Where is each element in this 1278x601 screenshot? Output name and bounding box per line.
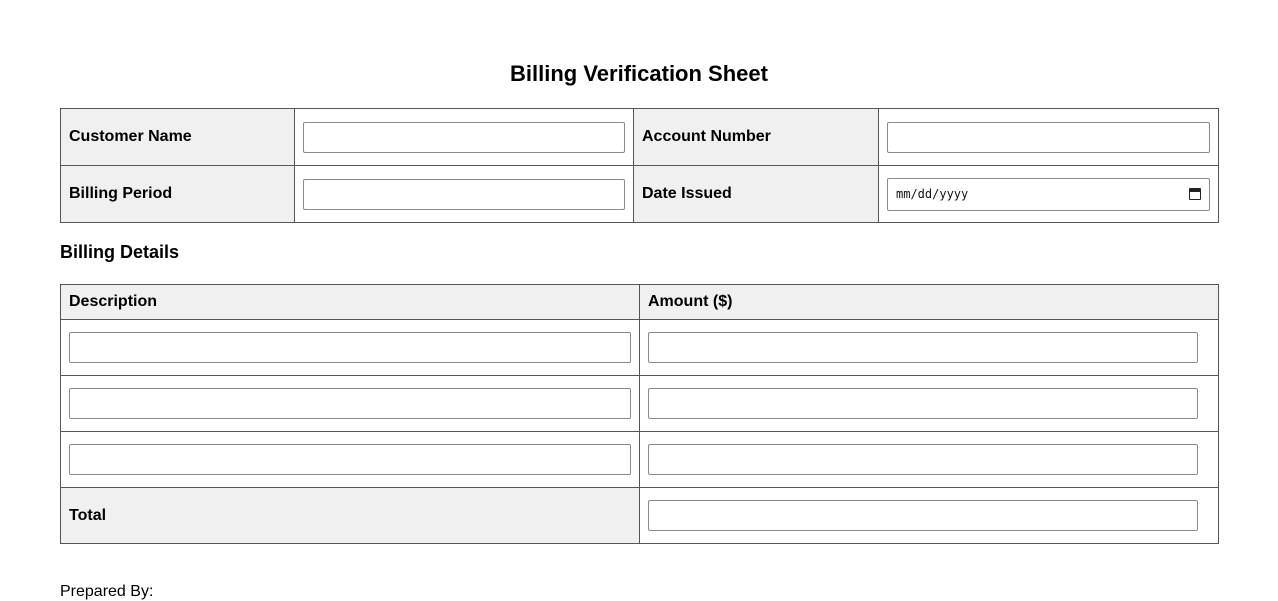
description-cell [61, 320, 640, 376]
billing-details-heading: Billing Details [60, 242, 180, 262]
page-title: Billing Verification Sheet [510, 61, 768, 86]
customer-name-label: Customer Name [61, 109, 295, 166]
billing-period-cell [295, 166, 634, 223]
total-row [61, 488, 1219, 544]
amount-input-2[interactable] [648, 388, 1198, 419]
info-row-customer [61, 109, 1219, 166]
amount-input-3[interactable] [648, 444, 1198, 475]
customer-name-cell [295, 109, 634, 166]
total-input[interactable] [648, 500, 1198, 531]
account-number-cell [879, 109, 1219, 166]
amount-cell [640, 320, 1219, 376]
table-row [61, 376, 1219, 432]
total-label: Total [61, 488, 640, 544]
amount-column-header: Amount ($) [640, 285, 1219, 320]
prepared-by-label: Prepared By: [60, 583, 154, 600]
amount-input-1[interactable] [648, 332, 1198, 363]
description-input-1[interactable] [69, 332, 631, 363]
date-issued-cell [879, 166, 1219, 223]
description-input-2[interactable] [69, 388, 631, 419]
account-number-label: Account Number [634, 109, 879, 166]
amount-cell [640, 432, 1219, 488]
date-issued-input[interactable] [887, 178, 1210, 211]
amount-cell [640, 376, 1219, 432]
date-issued-placeholder: mm/dd/yyyy [896, 187, 969, 201]
customer-name-input[interactable] [303, 122, 625, 153]
info-row-billing [61, 166, 1219, 223]
description-cell [61, 432, 640, 488]
table-row [61, 320, 1219, 376]
description-cell [61, 376, 640, 432]
description-column-header: Description [61, 285, 640, 320]
account-number-input[interactable] [887, 122, 1210, 153]
total-cell [640, 488, 1219, 544]
description-input-3[interactable] [69, 444, 631, 475]
calendar-icon[interactable] [1189, 188, 1201, 200]
customer-info-table [60, 108, 1219, 223]
billing-details-table [60, 284, 1219, 544]
billing-period-input[interactable] [303, 179, 625, 210]
billing-period-label: Billing Period [61, 166, 295, 223]
table-header-row [61, 285, 1219, 320]
table-row [61, 432, 1219, 488]
date-issued-label: Date Issued [634, 166, 879, 223]
